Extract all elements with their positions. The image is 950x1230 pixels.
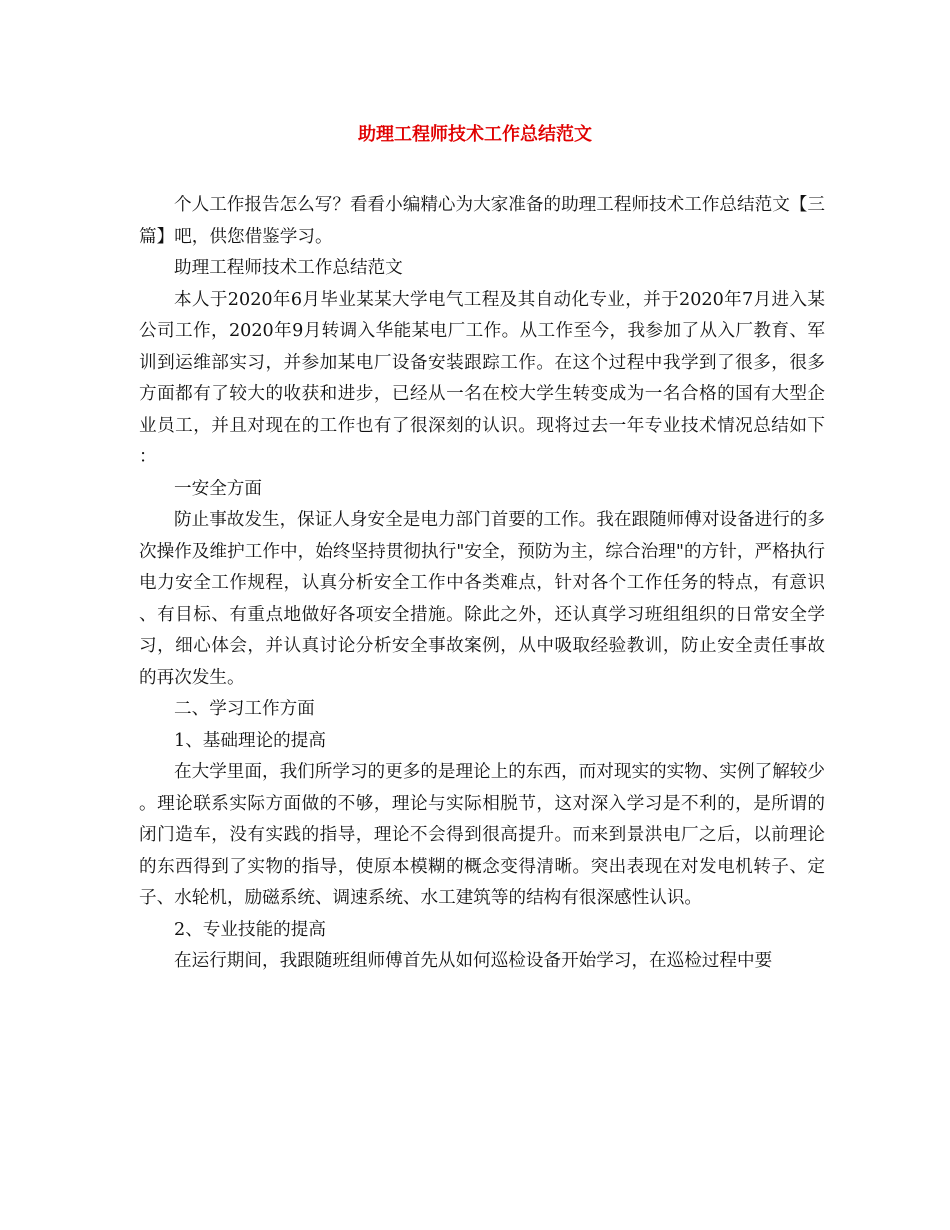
paragraph-background: 本人于2020年6月毕业某某大学电气工程及其自动化专业，并于2020年7月进入某公司工作，2020年9月转调入华能某电厂工作。从工作至今，我参加了从入厂教育、军训到运维部实习，并参加某电厂设备安装跟踪工作。在这个过程中我学到了很多，很多方面都有了较大的收获和进步，已经从一名在校大学生转变成为一名合格的国有大型企业员工，并且对现在的工作也有了很深刻的认识。现将过去一年专业技术情况总结如下： xyxy=(139,289,825,467)
heading-basic-theory: 1、基础理论的提高 xyxy=(174,730,326,751)
document-body xyxy=(139,190,825,978)
paragraph-intro: 个人工作报告怎么写？看看小编精心为大家准备的助理工程师技术工作总结范文【三篇】吧，供您借鉴学习。 xyxy=(139,195,825,247)
document-title: 助理工程师技术工作总结范文 xyxy=(358,124,592,145)
heading-safety: 一安全方面 xyxy=(174,478,262,499)
paragraph-subtitle: 助理工程师技术工作总结范文 xyxy=(174,258,403,278)
paragraph-professional-skills: 在运行期间，我跟随班组师傅首先从如何巡检设备开始学习，在巡检过程中要 xyxy=(174,951,773,971)
heading-study-work: 二、学习工作方面 xyxy=(174,699,315,719)
heading-professional-skills: 2、专业技能的提高 xyxy=(174,919,326,940)
paragraph-basic-theory: 在大学里面，我们所学习的更多的是理论上的东西，而对现实的实物、实例了解较少。理论联系实际方面做的不够，理论与实际相脱节，这对深入学习是不利的，是所谓的闭门造车，没有实践的指导，理论不会得到很高提升。而来到景洪电厂之后，以前理论的东西得到了实物的指导，使原本模糊的概念变得清晰。突出表现在对发电机转子、定子、水轮机，励磁系统、调速系统、水工建筑等的结构有很深感性认识。 xyxy=(139,762,825,908)
paragraph-safety: 防止事故发生，保证人身安全是电力部门首要的工作。我在跟随师傅对设备进行的多次操作及维护工作中，始终坚持贯彻执行"安全，预防为主，综合治理"的方针，严格执行电力安全工作规程，认真分析安全工作中各类难点，针对各个工作任务的特点，有意识、有目标、有重点地做好各项安全措施。除此之外，还认真学习班组组织的日常安全学习，细心体会，并认真讨论分析安全事故案例，从中吸取经验教训，防止安全责任事故的再次发生。 xyxy=(139,510,825,688)
